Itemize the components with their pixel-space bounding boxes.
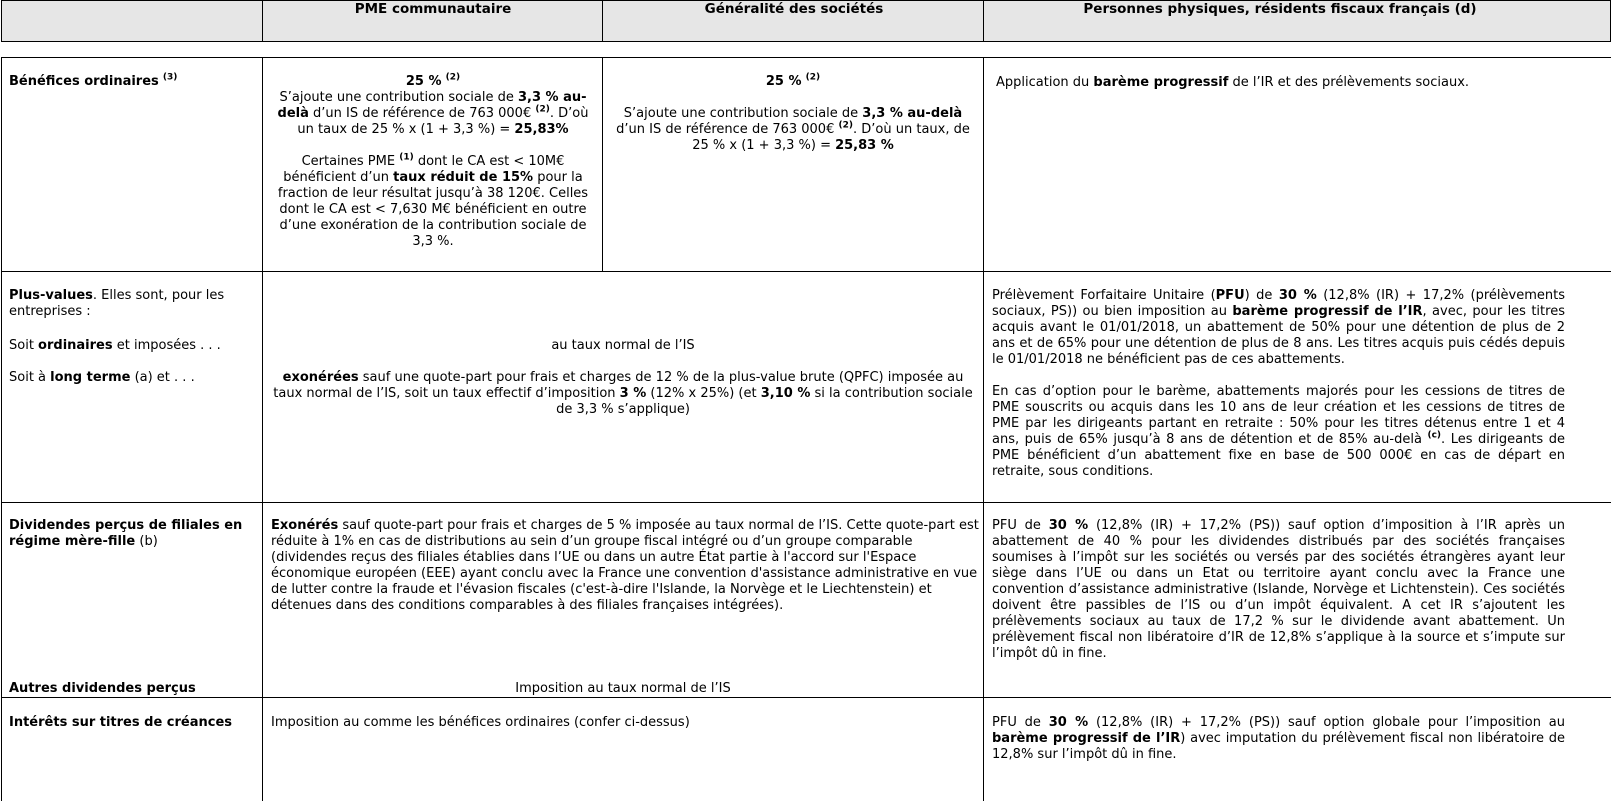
column-divider (262, 57, 263, 801)
cell-plus-values-long-terme: exonérées sauf une quote-part pour frais et charges de 12 % de la plus-value brute (QPFC) imposée au taux normal de l’IS, soit un taux effectif d’imposition 3 % (12% x 25%) (et 3,10 % si la contribution sociale de 3,3 % s’applique) (273, 370, 973, 417)
header-divider (262, 0, 263, 42)
column-divider (602, 57, 603, 271)
cell-benefices-generalite: 25 % $^{(2)}$ S’ajoute une contribution sociale de 3,3 % au-delà d’un IS de référence de 763 000€ $^{(2)}$. D’où un taux, de 25 % x (1 + 3,3 %) = 25,83 % (616, 72, 970, 153)
cell-plus-values-personnes: Prélèvement Forfaitaire Unitaire (PFU) de 30 % (12,8% (IR) + 17,2% (prélèvements sociaux, PS)) ou bien imposition au barème progressif de l’IR, avec, pour les titres acquis avant le 01/01/2018, un abattement de 50% pour une détention de plus de 2 ans et de 65% pour une détention de plus de 8 ans. Les titres acquis puis cédés depuis le 01/01/2018 ne bénéficient pas de ces abattements. En cas d’option pour le barème, abattements majorés pour les cessions de titres de PME souscrits ou acquis dans les 10 ans de leur création et les cessions de titres de PME par les dirigeants partant en retraite : 50% pour les titres détenus entre 1 et 4 ans, puis de 65% jusqu’à 8 ans de détention et de 85% au-delà $^{(c)}$. Les dirigeants de PME bénéficient d’un abattement fixe en base de 500 000€ en cas de départ en retraite, sous conditions. (992, 288, 1565, 479)
header-personnes-physiques: Personnes physiques, résidents fiscaux français (d) (1083, 1, 1477, 17)
cell-dividendes-personnes: PFU de 30 % (12,8% (IR) + 17,2% (PS)) sauf option d’imposition à l’IR après un abattement de 40 % pour les dividendes distribués par des sociétés françaises soumises à l’impôt sur les sociétés ou versés par des sociétés étrangères ayant leur siège dans l’UE ou dans un Etat ou territoire ayant conclu avec la France une convention d’assistance administrative (Islande, Norvège et Lichtenstein). Ces sociétés doivent être passibles de l’IS ou d’un impôt équivalent. A cet IR s’ajoutent les prélèvements sociaux au taux de 17,2 % sur le dividende avant abattement. Un prélèvement fiscal non libératoire d’IR de 12,8% s’applique à la source et s’impute sur l’impôt dû in fine. (992, 518, 1565, 661)
cell-autres-dividendes: Imposition au taux normal de l’IS (515, 681, 731, 696)
header-pme: PME communautaire (354, 1, 512, 17)
cell-benefices-personnes: Application du barème progressif de l’IR et des prélèvements sociaux. (996, 75, 1470, 90)
table-header (1, 0, 1611, 42)
row-label-plus-values: Plus-values. Elles sont, pour les entreprises : Soit ordinaires et imposées . . . Soit à long terme (a) et . . . (9, 288, 225, 385)
header-divider (983, 0, 984, 42)
header-generalite: Généralité des sociétés (704, 1, 884, 17)
row-label-dividendes: Dividendes perçus de filiales en régime mère-fille (b) (9, 518, 243, 549)
row-divider (1, 502, 1611, 503)
cell-benefices-pme: 25 % $^{(2)}$ S’ajoute une contribution sociale de 3,3 % au-delà d’un IS de référence de 763 000€ $^{(2)}$. D’où un taux de 25 % x (1 + 3,3 %) = 25,83% Certaines PME $^{(1)}$ dont le CA est < 10M€ bénéficient d’un taux réduit de 15% pour la fraction de leur résultat jusqu’à 38 120€. Celles dont le CA est < 7,630 M€ bénéficient en outre d’une exonération de la contribution sociale de 3,3 %. (277, 72, 589, 249)
row-divider (1, 697, 1611, 698)
column-divider (983, 57, 984, 801)
header-divider (602, 0, 603, 42)
table-top-border (1, 57, 1611, 58)
row-label-interets: Intérêts sur titres de créances (9, 715, 233, 730)
cell-plus-values-ordinaires: au taux normal de l’IS (551, 338, 695, 353)
cell-interets-societes: Imposition au comme les bénéfices ordinaires (confer ci-dessus) (271, 715, 690, 730)
cell-interets-personnes: PFU de 30 % (12,8% (IR) + 17,2% (PS)) sauf option globale pour l’imposition au barème progressif de l’IR) avec imputation du prélèvement fiscal non libératoire de 12,8% sur l’impôt dû in fine. (992, 715, 1565, 762)
row-label-autres-dividendes: Autres dividendes perçus (9, 681, 196, 696)
row-divider (1, 271, 1611, 272)
table-left-border (1, 57, 2, 801)
row-label-benefices: Bénéfices ordinaires $^{(3)}$ (9, 72, 178, 89)
cell-dividendes-societes: Exonérés sauf quote-part pour frais et charges de 5 % imposée au taux normal de l’IS. Cette quote-part est réduite à 1% en cas de distributions au sein d’un groupe fiscal intégré ou d’un groupe comparable (dividendes reçus des filiales établies dans l’UE ou dans un autre État partie à l'accord sur l'Espace économique européen (EEE) ayant conclu avec la France une convention d'assistance administrative en vue de lutter contre la fraude et l'évasion fiscales (c'est-à-dire l'Islande, la Norvège et le Liechtenstein) et détenues dans des conditions comparables à des filiales françaises intégrées). (271, 518, 979, 613)
